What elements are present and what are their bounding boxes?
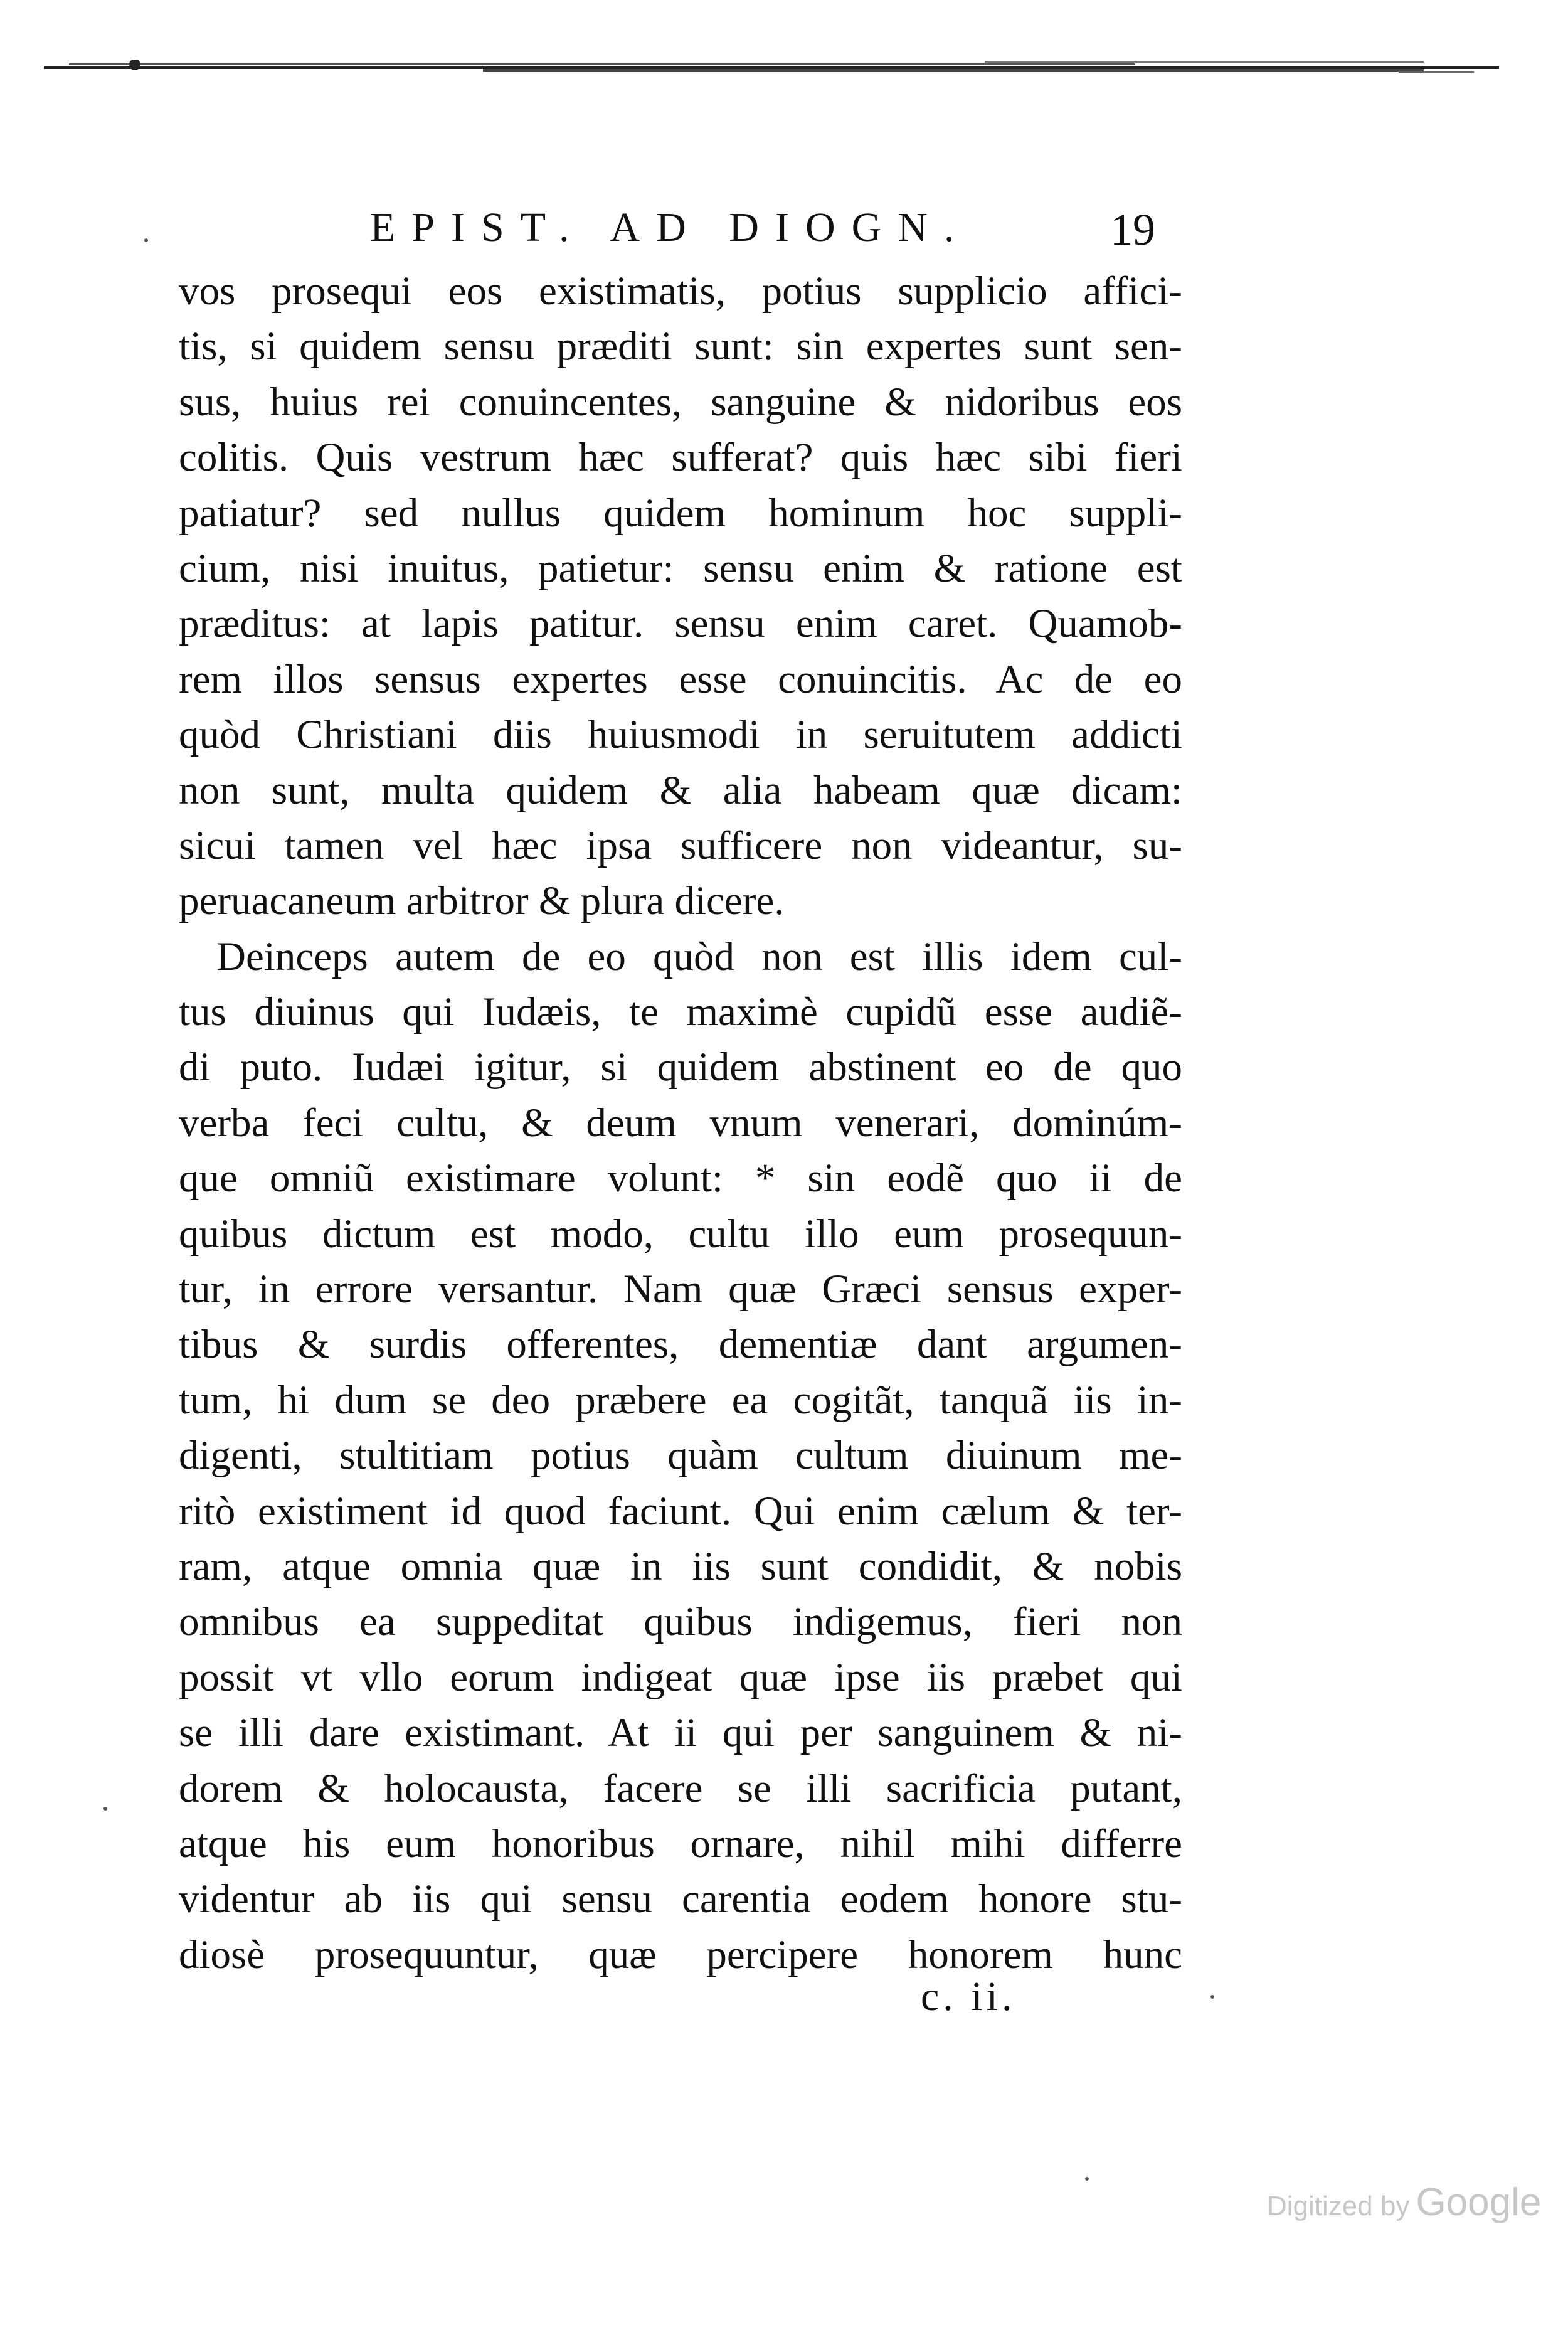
scan-speck [103, 1807, 107, 1811]
text-line: di puto. Iudæi igitur, si quidem abstinent eo de quo [179, 1045, 1182, 1090]
text-line: se illi dare existimant. At ii qui per sanguinem & ni- [179, 1710, 1182, 1756]
text-line: quòd Christiani diis huiusmodi in seruitutem addicti [179, 712, 1182, 758]
text-line: tus diuinus qui Iudæis, te maximè cupidũ esse audiẽ- [179, 989, 1182, 1035]
text-line: possit vt vllo eorum indigeat quæ ipse iis præbet qui [179, 1654, 1182, 1700]
text-line: ritò existiment id quod faciunt. Qui enim cælum & ter- [179, 1488, 1182, 1534]
text-line: que omniũ existimare volunt: * sin eodẽ quo ii de [179, 1156, 1182, 1201]
digitized-watermark [1267, 2180, 1541, 2225]
text-line: tur, in errore versantur. Nam quæ Græci sensus exper- [179, 1267, 1182, 1312]
page-number: 19 [1110, 205, 1155, 255]
text-line: tis, si quidem sensu præditi sunt: sin expertes sunt sen- [179, 324, 1182, 370]
watermark-prefix: Digitized by [1267, 2191, 1410, 2221]
text-line: diosè prosequuntur, quæ percipere honorem hunc [179, 1932, 1182, 1977]
text-line: videntur ab iis qui sensu carentia eodem honore stu- [179, 1876, 1182, 1922]
scan-top-rule [44, 60, 1499, 76]
text-line: digenti, stultitiam potius quàm cultum diuinum me- [179, 1433, 1182, 1479]
text-line: quibus dictum est modo, cultu illo eum prosequun- [179, 1211, 1182, 1257]
text-line: verba feci cultu, & deum vnum venerari, dominúm- [179, 1100, 1182, 1146]
text-line: sus, huius rei conuincentes, sanguine & nidoribus eos [179, 379, 1182, 425]
scan-speck [144, 238, 148, 242]
paragraph-start-line: Deinceps autem de eo quòd non est illis idem cul- [216, 933, 1182, 979]
text-line: sicui tamen vel hæc ipsa sufficere non videantur, su- [179, 822, 1182, 868]
text-line: tum, hi dum se deo præbere ea cogitãt, tanquã iis in- [179, 1377, 1182, 1423]
catchword: c. ii. [921, 1974, 1016, 2019]
text-line: cium, nisi inuitus, patietur: sensu enim & ratione est [179, 545, 1182, 591]
text-line: non sunt, multa quidem & alia habeam quæ dicam: [179, 767, 1182, 813]
text-line: patiatur? sed nullus quidem hominum hoc suppli- [179, 490, 1182, 536]
text-line: omnibus ea suppeditat quibus indigemus, fieri non [179, 1599, 1182, 1645]
scan-speck [1210, 1995, 1214, 1999]
watermark-brand: Google [1416, 2181, 1542, 2224]
body-text [179, 263, 1182, 1982]
text-line: colitis. Quis vestrum hæc sufferat? quis hæc sibi fieri [179, 435, 1182, 481]
text-line: rem illos sensus expertes esse conuincitis. Ac de eo [179, 656, 1182, 702]
text-line: peruacaneum arbitror & plura dicere. [179, 878, 785, 924]
text-line: tibus & surdis offerentes, dementiæ dant argumen- [179, 1322, 1182, 1368]
scan-speck [1085, 2177, 1089, 2181]
text-line: atque his eum honoribus ornare, nihil mihi differre [179, 1821, 1182, 1866]
text-line: dorem & holocausta, facere se illi sacrificia putant, [179, 1765, 1182, 1811]
text-line: præditus: at lapis patitur. sensu enim caret. Quamob- [179, 601, 1182, 647]
text-line: ram, atque omnia quæ in iis sunt condidit, & nobis [179, 1543, 1182, 1589]
running-head: EPIST. AD DIOGN. [370, 205, 971, 250]
text-line: vos prosequi eos existimatis, potius supplicio affici- [179, 269, 1182, 314]
